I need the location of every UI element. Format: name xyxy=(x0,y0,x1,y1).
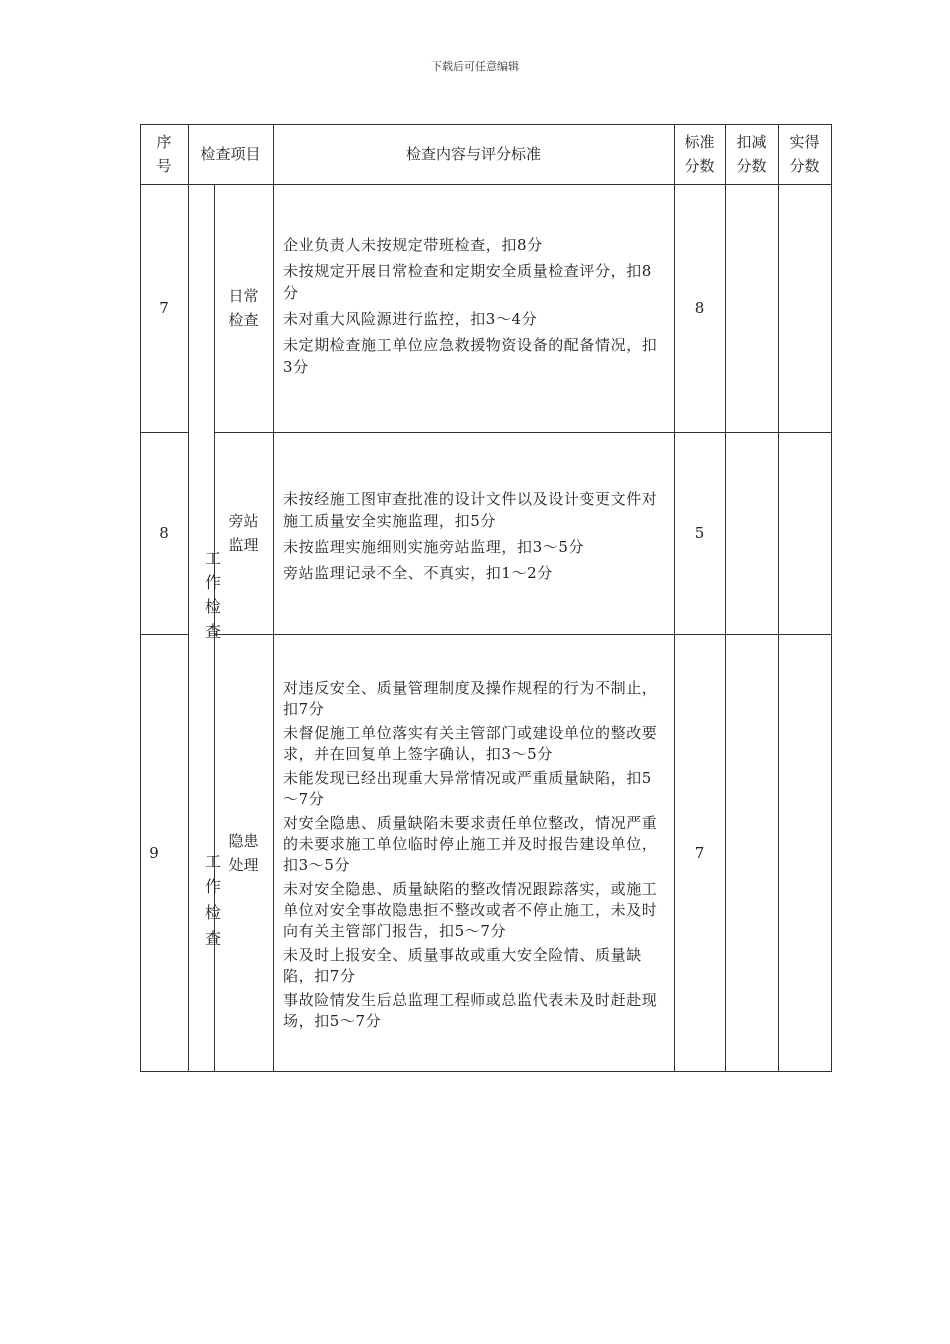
header-deduct xyxy=(725,124,778,184)
row-7-item-line-2: 检查 xyxy=(228,311,259,329)
row-8-actual-score xyxy=(778,432,831,634)
table-border-right xyxy=(831,124,832,1072)
criteria-line: 事故险情发生后总监理工程师或总监代表未及时赶赴现场，扣5～7分 xyxy=(283,991,658,1030)
header-standard-line-1: 标准 xyxy=(684,133,715,151)
row-7-actual-score xyxy=(778,184,831,432)
row-7-item xyxy=(214,184,273,432)
group-label-char: 检 xyxy=(204,903,221,922)
group-label-char: 工 xyxy=(204,852,221,871)
criteria-line: 未能发现已经出现重大异常情况或严重质量缺陷，扣5～7分 xyxy=(283,769,652,808)
row-7-standard-score: 8 xyxy=(694,299,705,317)
criteria-line: 未及时上报安全、质量事故或重大安全险情、质量缺陷，扣7分 xyxy=(283,946,642,985)
inspection-score-table xyxy=(140,124,832,1072)
row-7-content xyxy=(283,234,665,382)
header-standard xyxy=(674,124,725,184)
header-actual xyxy=(778,124,831,184)
row-8-content xyxy=(283,488,665,588)
row-7-deduct-score xyxy=(725,184,778,432)
criteria-line: 企业负责人未按规定带班检查，扣8分 xyxy=(283,236,543,254)
row-8-seq: 8 xyxy=(159,524,169,542)
header-seq-line-1: 序 xyxy=(156,133,172,151)
header-deduct-line-2: 分数 xyxy=(736,157,767,175)
row-8-item xyxy=(214,432,273,634)
row-9-standard-score: 7 xyxy=(694,843,705,862)
criteria-line: 未按监理实施细则实施旁站监理，扣3～5分 xyxy=(283,538,585,556)
row-9-item xyxy=(214,634,273,1071)
group-label-char: 查 xyxy=(204,929,221,948)
row-9-actual-score xyxy=(778,634,831,1071)
row-9-seq: 9 xyxy=(149,843,159,862)
criteria-line: 未按经施工图审查批准的设计文件以及设计变更文件对施工质量安全实施监理，扣5分 xyxy=(283,490,658,530)
criteria-line: 未定期检查施工单位应急救援物资设备的配备情况，扣3分 xyxy=(283,336,658,376)
criteria-line: 未督促施工单位落实有关主管部门或建设单位的整改要求，并在回复单上签字确认，扣3～5分 xyxy=(283,724,658,763)
criteria-line: 未对重大风险源进行监控，扣3～4分 xyxy=(283,310,538,328)
group-label-char: 作 xyxy=(204,573,221,592)
row-9-item-line-2: 处理 xyxy=(228,855,259,874)
row-7-seq: 7 xyxy=(159,299,169,317)
header-seq-line-2: 号 xyxy=(156,157,172,175)
header-actual-line-2: 分数 xyxy=(789,157,820,175)
header-content: 检查内容与评分标准 xyxy=(405,145,541,163)
header-deduct-line-1: 扣减 xyxy=(736,133,767,151)
header-seq xyxy=(140,124,188,184)
table-border-bottom xyxy=(140,1071,832,1072)
group-label-char: 作 xyxy=(204,877,221,896)
row-9-content xyxy=(283,678,665,1035)
criteria-line: 对违反安全、质量管理制度及操作规程的行为不制止，扣7分 xyxy=(283,679,658,718)
row-8-standard-score: 5 xyxy=(694,524,705,542)
row-7-item-line-1: 日常 xyxy=(228,287,259,305)
row-9-item-line-1: 隐患 xyxy=(228,831,259,850)
group-label-char: 检 xyxy=(204,597,221,616)
col-divider-seq xyxy=(188,124,189,1072)
criteria-line: 对安全隐患、质量缺陷未要求责任单位整改，情况严重的未要求施工单位临时停止施工并及时报告建设单位，扣3～5分 xyxy=(283,814,658,874)
header-standard-line-2: 分数 xyxy=(684,157,715,175)
header-actual-line-1: 实得 xyxy=(789,133,820,151)
group-label-char: 工 xyxy=(204,549,221,568)
row-9-deduct-score xyxy=(725,634,778,1071)
page-header-note: 下载后可任意编辑 xyxy=(431,60,519,73)
col-divider-item xyxy=(273,124,274,1072)
row-8-deduct-score xyxy=(725,432,778,634)
header-item: 检查项目 xyxy=(200,145,261,163)
criteria-line: 未对安全隐患、质量缺陷的整改情况跟踪落实，或施工单位对安全事故隐患拒不整改或者不停止施工，未及时向有关主管部门报告，扣5～7分 xyxy=(283,880,658,940)
criteria-line: 旁站监理记录不全、不真实，扣1～2分 xyxy=(283,564,553,582)
group-label-char: 查 xyxy=(204,622,221,641)
row-8-item-line-2: 监理 xyxy=(228,536,259,554)
row-8-item-line-1: 旁站 xyxy=(228,512,259,530)
criteria-line: 未按规定开展日常检查和定期安全质量检查评分，扣8分 xyxy=(283,262,652,302)
